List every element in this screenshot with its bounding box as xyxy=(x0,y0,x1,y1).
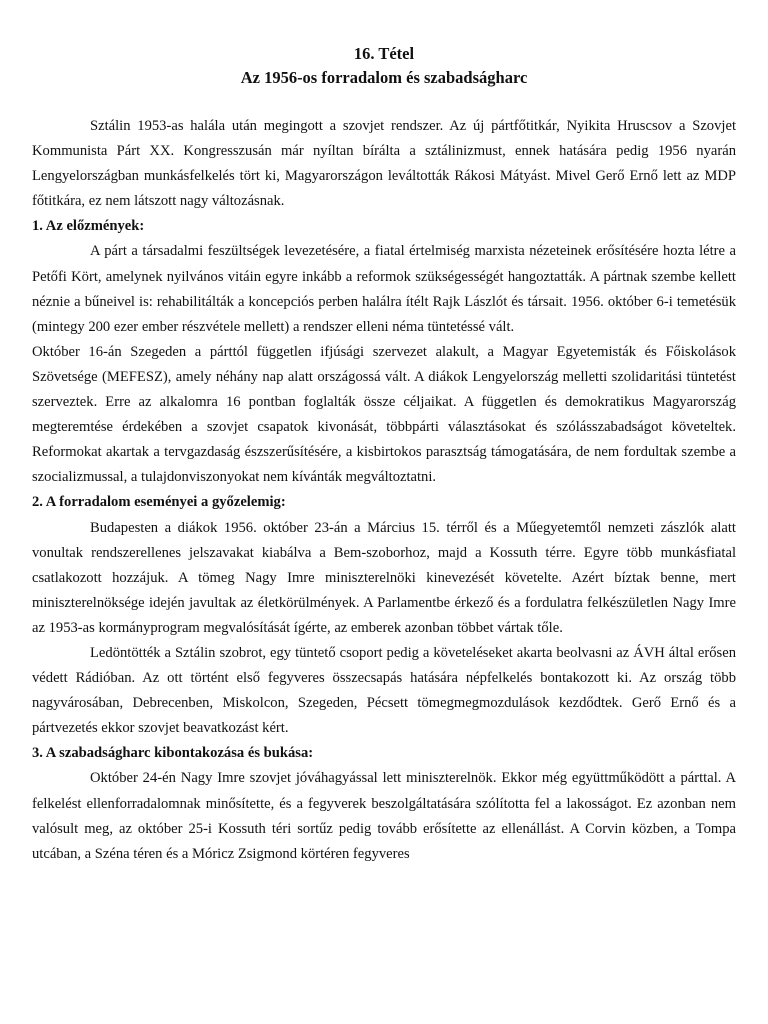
title-block xyxy=(32,42,736,90)
intro-paragraph: Sztálin 1953-as halála után megingott a szovjet rendszer. Az új pártfőtitkár, Nyikita Hruscsov a Szovjet Kommunista Párt XX. Kongresszusán már nyíltan bírálta a sztálinizmust, ennek hatására pedig 1956 nyarán Lengyelországban munkásfelkelés tört ki, Magyarországon leváltották Rákosi Mátyást. Mivel Gerő Ernő lett az MDP főtitkára, ez nem látszott nagy változásnak. xyxy=(32,118,736,210)
section2-paragraph-1: Budapesten a diákok 1956. október 23-án a Március 15. térről és a Műegyetemtől nemzeti zászlók alatt vonultak rendszerellenes jelszavakat kiabálva a Bem-szoborhoz, majd a Kossuth térre. Egyre több munkásfiatal csatlakozott hozzájuk. A tömeg Nagy Imre miniszterelnöki kinevezését követelte. Azért bíztak benne, mert miniszterelnöksége idején javultak az életkörülmények. A Parlamentbe érkező és a fordulatra felkészületlen Nagy Imre az 1953-as kormányprogram megvalósítását ígérte, az emberek azonban többet vártak tőle. xyxy=(32,519,736,636)
section1-paragraph-2: Október 16-án Szegeden a párttól független ifjúsági szervezet alakult, a Magyar Egyetemisták és Főiskolások Szövetsége (MEFESZ), amely néhány nap alatt országossá vált. A diákok Lengyelország melletti szolidaritási tüntetést szerveztek. Erre az alkalomra 16 pontban foglalták össze céljaikat. A független és demokratikus Magyarország megteremtése érdekében a szovjet csapatok kivonását, többpárti választásokat és szólásszabadságot követeltek. Reformokat akartak a tervgazdaság észszerűsítésére, a kisbirtokos parasztság támogatására, de nem fordultak szembe a szocializmussal, a tulajdonviszonyokat nem kívánták megváltoztatni. xyxy=(32,343,736,486)
section1-paragraph-1: A párt a társadalmi feszültségek levezetésére, a fiatal értelmiség marxista nézeteinek erősítésére hozta létre a Petőfi Kört, amelynek nyilvános vitáin egyre inkább a reformok szükségességét hangoztatták. A pártnak szembe kellett néznie a bűneivel is: rehabilitálták a koncepciós perben halálra ítélt Rajk Lászlót és társait. 1956. október 6-i temetésük (mintegy 200 ezer ember részvétele mellett) a rendszer elleni néma tüntetéssé vált. xyxy=(32,243,736,335)
section-heading-1: 1. Az előzmények: xyxy=(32,218,145,235)
section2-paragraph-2: Ledöntötték a Sztálin szobrot, egy tüntető csoport pedig a követeléseket akarta beolvasni az ÁVH által erősen védett Rádióban. Az ott történt első fegyveres összecsapás hatására népfelkelés bontakozott ki. Az ország több nagyvárosában, Debrecenben, Miskolcon, Szegeden, Pécsett tömegmegmozdulások kezdődtek. Gerő Ernő és a pártvezetés ekkor szovjet beavatkozást kért. xyxy=(32,644,736,737)
section-heading-2: 2. A forradalom eseményei a győzelemig: xyxy=(32,494,286,511)
section-heading-3: 3. A szabadságharc kibontakozása és bukása: xyxy=(32,745,314,762)
page-title: 16. Tétel xyxy=(353,44,415,63)
page-subtitle: Az 1956-os forradalom és szabadságharc xyxy=(240,68,528,87)
section3-paragraph-1: Október 24-én Nagy Imre szovjet jóváhagyással lett miniszterelnök. Ekkor még együttműködött a párttal. A felkelést ellenforradalomnak minősítette, és a fegyverek beszolgáltatására szólította fel a lakosságot. Ez azonban nem valósult meg, az október 25-i Kossuth téri sortűz pedig tovább erősítette az ellenállást. A Corvin közben, a Tompa utcában, a Széna téren és a Móricz Zsigmond körtéren fegyveres xyxy=(32,770,736,862)
